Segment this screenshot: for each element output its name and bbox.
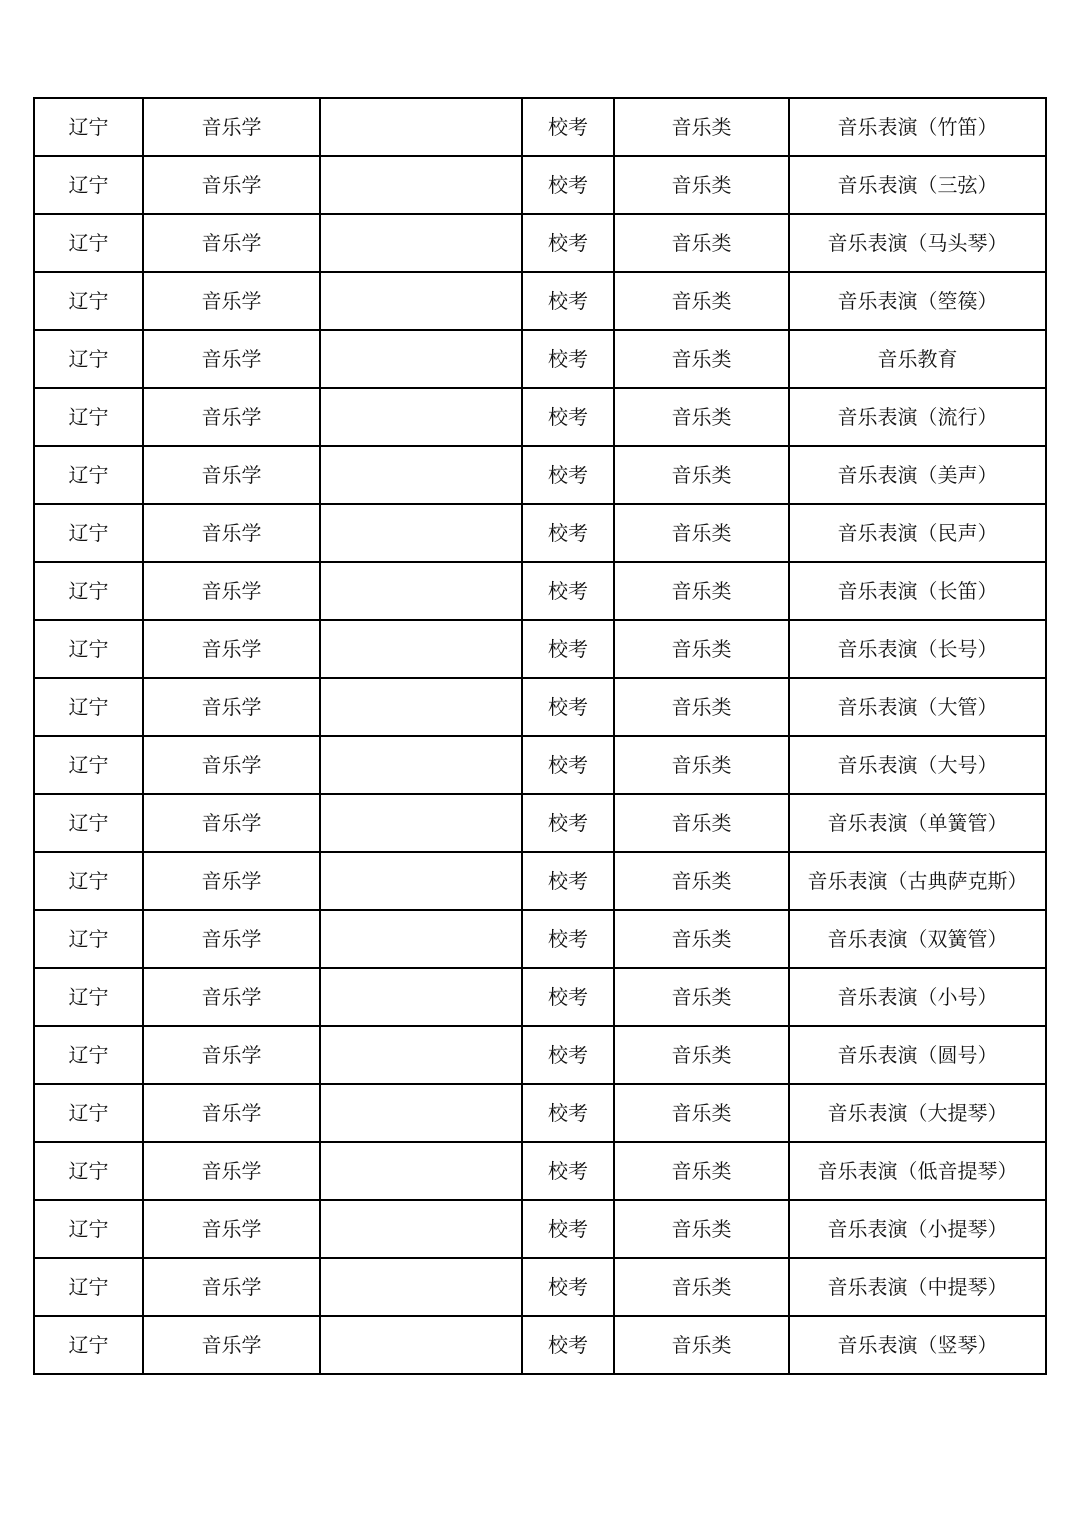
province-cell: 辽宁 <box>34 1258 143 1316</box>
exam-type-cell: 校考 <box>522 446 614 504</box>
blank-cell <box>320 910 522 968</box>
exam-type-cell: 校考 <box>522 1026 614 1084</box>
province-cell: 辽宁 <box>34 504 143 562</box>
subject-cell: 音乐学 <box>143 98 320 156</box>
category-cell: 音乐类 <box>614 736 789 794</box>
direction-cell: 音乐表演（大管） <box>789 678 1046 736</box>
exam-type-cell: 校考 <box>522 562 614 620</box>
subject-cell: 音乐学 <box>143 214 320 272</box>
major-table <box>33 97 1047 1375</box>
exam-type-cell: 校考 <box>522 504 614 562</box>
exam-type-cell: 校考 <box>522 852 614 910</box>
category-cell: 音乐类 <box>614 910 789 968</box>
table-row <box>34 852 1046 910</box>
blank-cell <box>320 852 522 910</box>
direction-cell: 音乐表演（竹笛） <box>789 98 1046 156</box>
exam-type-cell: 校考 <box>522 156 614 214</box>
blank-cell <box>320 214 522 272</box>
exam-type-cell: 校考 <box>522 98 614 156</box>
category-cell: 音乐类 <box>614 214 789 272</box>
exam-type-cell: 校考 <box>522 1200 614 1258</box>
province-cell: 辽宁 <box>34 1026 143 1084</box>
province-cell: 辽宁 <box>34 968 143 1026</box>
exam-type-cell: 校考 <box>522 388 614 446</box>
blank-cell <box>320 794 522 852</box>
subject-cell: 音乐学 <box>143 1200 320 1258</box>
province-cell: 辽宁 <box>34 620 143 678</box>
table-row <box>34 1258 1046 1316</box>
exam-type-cell: 校考 <box>522 1084 614 1142</box>
table-body <box>34 98 1046 1374</box>
province-cell: 辽宁 <box>34 156 143 214</box>
exam-type-cell: 校考 <box>522 620 614 678</box>
exam-type-cell: 校考 <box>522 794 614 852</box>
province-cell: 辽宁 <box>34 678 143 736</box>
blank-cell <box>320 156 522 214</box>
province-cell: 辽宁 <box>34 1084 143 1142</box>
exam-type-cell: 校考 <box>522 1142 614 1200</box>
table-row <box>34 1142 1046 1200</box>
table-row <box>34 678 1046 736</box>
category-cell: 音乐类 <box>614 1142 789 1200</box>
blank-cell <box>320 272 522 330</box>
table-row <box>34 504 1046 562</box>
direction-cell: 音乐表演（美声） <box>789 446 1046 504</box>
direction-cell: 音乐表演（圆号） <box>789 1026 1046 1084</box>
subject-cell: 音乐学 <box>143 1258 320 1316</box>
province-cell: 辽宁 <box>34 272 143 330</box>
province-cell: 辽宁 <box>34 910 143 968</box>
subject-cell: 音乐学 <box>143 1142 320 1200</box>
blank-cell <box>320 1142 522 1200</box>
direction-cell: 音乐表演（马头琴） <box>789 214 1046 272</box>
table-row <box>34 620 1046 678</box>
table-row <box>34 1084 1046 1142</box>
province-cell: 辽宁 <box>34 736 143 794</box>
province-cell: 辽宁 <box>34 794 143 852</box>
direction-cell: 音乐表演（单簧管） <box>789 794 1046 852</box>
subject-cell: 音乐学 <box>143 1026 320 1084</box>
category-cell: 音乐类 <box>614 852 789 910</box>
table-row <box>34 446 1046 504</box>
category-cell: 音乐类 <box>614 1258 789 1316</box>
table-row <box>34 1200 1046 1258</box>
exam-type-cell: 校考 <box>522 272 614 330</box>
category-cell: 音乐类 <box>614 620 789 678</box>
category-cell: 音乐类 <box>614 504 789 562</box>
blank-cell <box>320 620 522 678</box>
subject-cell: 音乐学 <box>143 272 320 330</box>
category-cell: 音乐类 <box>614 968 789 1026</box>
category-cell: 音乐类 <box>614 678 789 736</box>
province-cell: 辽宁 <box>34 1316 143 1374</box>
blank-cell <box>320 678 522 736</box>
subject-cell: 音乐学 <box>143 330 320 388</box>
table-row <box>34 330 1046 388</box>
subject-cell: 音乐学 <box>143 910 320 968</box>
subject-cell: 音乐学 <box>143 156 320 214</box>
blank-cell <box>320 504 522 562</box>
subject-cell: 音乐学 <box>143 794 320 852</box>
category-cell: 音乐类 <box>614 562 789 620</box>
table-row <box>34 98 1046 156</box>
province-cell: 辽宁 <box>34 98 143 156</box>
subject-cell: 音乐学 <box>143 852 320 910</box>
direction-cell: 音乐表演（三弦） <box>789 156 1046 214</box>
direction-cell: 音乐表演（大号） <box>789 736 1046 794</box>
direction-cell: 音乐表演（双簧管） <box>789 910 1046 968</box>
subject-cell: 音乐学 <box>143 1316 320 1374</box>
subject-cell: 音乐学 <box>143 388 320 446</box>
blank-cell <box>320 1084 522 1142</box>
category-cell: 音乐类 <box>614 156 789 214</box>
blank-cell <box>320 1026 522 1084</box>
category-cell: 音乐类 <box>614 330 789 388</box>
direction-cell: 音乐表演（小提琴） <box>789 1200 1046 1258</box>
province-cell: 辽宁 <box>34 562 143 620</box>
province-cell: 辽宁 <box>34 1200 143 1258</box>
category-cell: 音乐类 <box>614 98 789 156</box>
table-row <box>34 214 1046 272</box>
blank-cell <box>320 1316 522 1374</box>
subject-cell: 音乐学 <box>143 562 320 620</box>
direction-cell: 音乐教育 <box>789 330 1046 388</box>
exam-type-cell: 校考 <box>522 1316 614 1374</box>
blank-cell <box>320 562 522 620</box>
exam-type-cell: 校考 <box>522 214 614 272</box>
direction-cell: 音乐表演（民声） <box>789 504 1046 562</box>
province-cell: 辽宁 <box>34 214 143 272</box>
subject-cell: 音乐学 <box>143 736 320 794</box>
category-cell: 音乐类 <box>614 1200 789 1258</box>
table-row <box>34 562 1046 620</box>
subject-cell: 音乐学 <box>143 620 320 678</box>
table-row <box>34 968 1046 1026</box>
direction-cell: 音乐表演（长笛） <box>789 562 1046 620</box>
province-cell: 辽宁 <box>34 852 143 910</box>
direction-cell: 音乐表演（中提琴） <box>789 1258 1046 1316</box>
exam-type-cell: 校考 <box>522 968 614 1026</box>
direction-cell: 音乐表演（竖琴） <box>789 1316 1046 1374</box>
subject-cell: 音乐学 <box>143 446 320 504</box>
direction-cell: 音乐表演（流行） <box>789 388 1046 446</box>
province-cell: 辽宁 <box>34 446 143 504</box>
category-cell: 音乐类 <box>614 1026 789 1084</box>
exam-type-cell: 校考 <box>522 678 614 736</box>
exam-type-cell: 校考 <box>522 330 614 388</box>
direction-cell: 音乐表演（长号） <box>789 620 1046 678</box>
table-row <box>34 736 1046 794</box>
table-row <box>34 794 1046 852</box>
blank-cell <box>320 736 522 794</box>
subject-cell: 音乐学 <box>143 968 320 1026</box>
blank-cell <box>320 968 522 1026</box>
province-cell: 辽宁 <box>34 388 143 446</box>
subject-cell: 音乐学 <box>143 504 320 562</box>
blank-cell <box>320 446 522 504</box>
category-cell: 音乐类 <box>614 388 789 446</box>
table-row <box>34 272 1046 330</box>
category-cell: 音乐类 <box>614 272 789 330</box>
category-cell: 音乐类 <box>614 1316 789 1374</box>
blank-cell <box>320 1258 522 1316</box>
province-cell: 辽宁 <box>34 330 143 388</box>
category-cell: 音乐类 <box>614 794 789 852</box>
direction-cell: 音乐表演（箜篌） <box>789 272 1046 330</box>
direction-cell: 音乐表演（低音提琴） <box>789 1142 1046 1200</box>
table-row <box>34 910 1046 968</box>
direction-cell: 音乐表演（古典萨克斯） <box>789 852 1046 910</box>
blank-cell <box>320 98 522 156</box>
exam-type-cell: 校考 <box>522 736 614 794</box>
province-cell: 辽宁 <box>34 1142 143 1200</box>
exam-type-cell: 校考 <box>522 910 614 968</box>
category-cell: 音乐类 <box>614 446 789 504</box>
table-row <box>34 1316 1046 1374</box>
table-row <box>34 156 1046 214</box>
direction-cell: 音乐表演（小号） <box>789 968 1046 1026</box>
blank-cell <box>320 330 522 388</box>
blank-cell <box>320 1200 522 1258</box>
table-row <box>34 388 1046 446</box>
subject-cell: 音乐学 <box>143 1084 320 1142</box>
blank-cell <box>320 388 522 446</box>
category-cell: 音乐类 <box>614 1084 789 1142</box>
direction-cell: 音乐表演（大提琴） <box>789 1084 1046 1142</box>
table-row <box>34 1026 1046 1084</box>
exam-type-cell: 校考 <box>522 1258 614 1316</box>
subject-cell: 音乐学 <box>143 678 320 736</box>
